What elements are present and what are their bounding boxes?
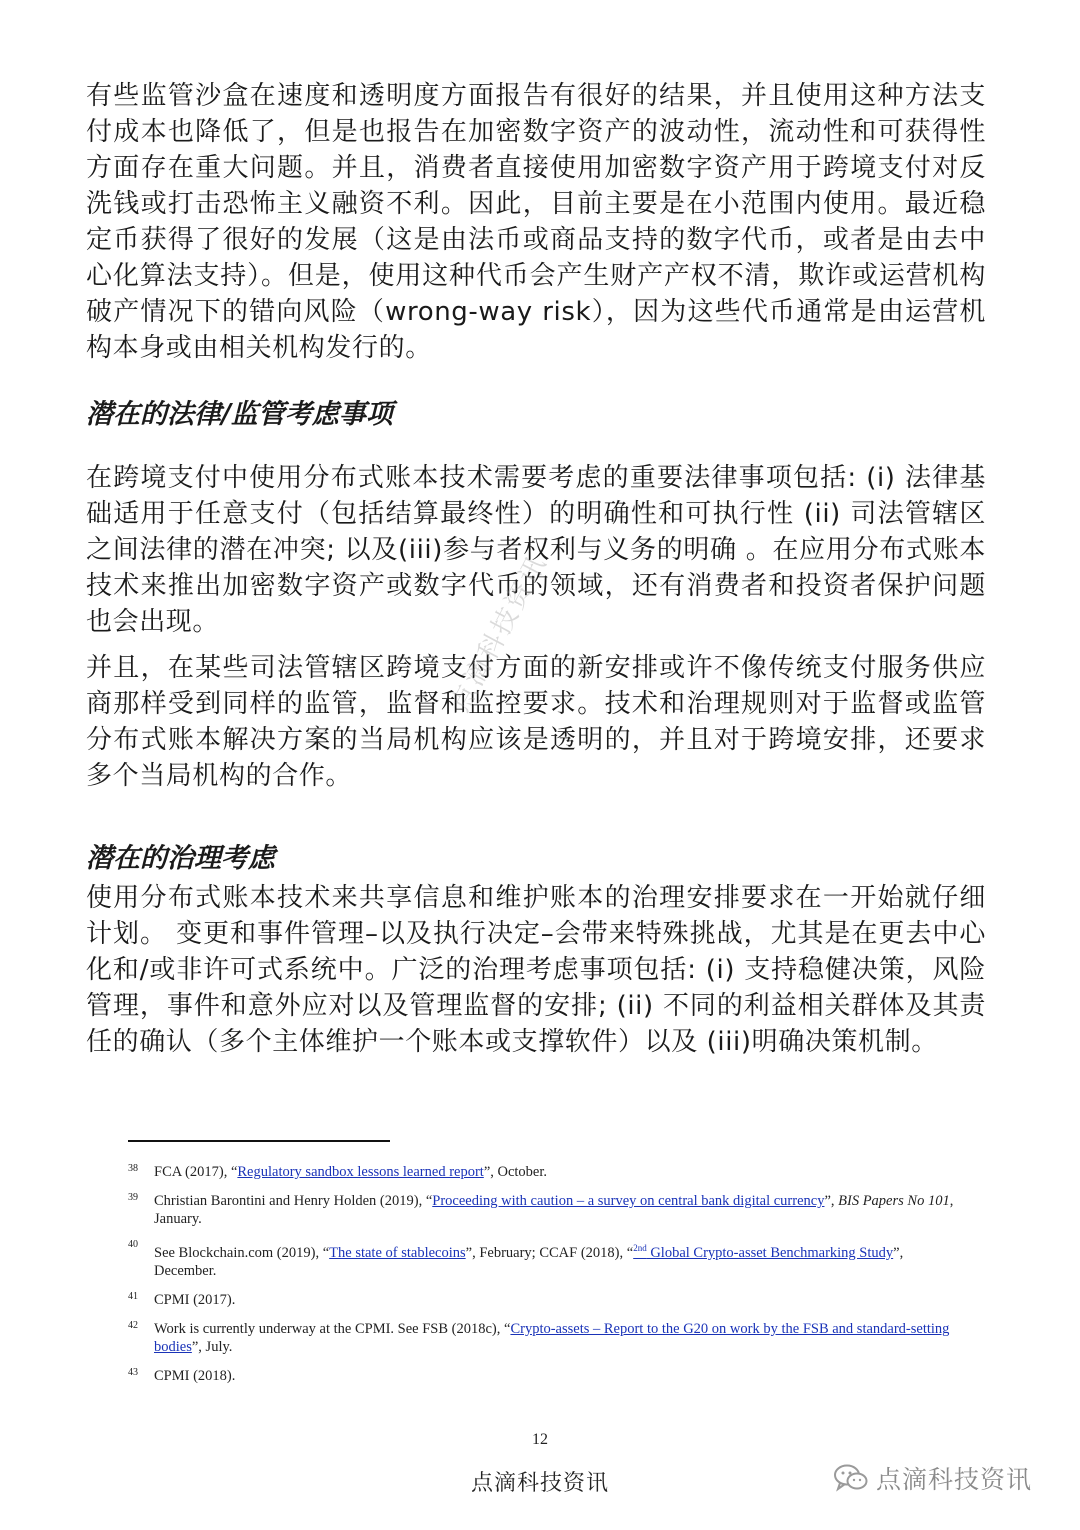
footnote: 43 CPMI (2018). bbox=[128, 1367, 958, 1385]
paragraph-regulatory-arrangements: 并且，在某些司法管辖区跨境支付方面的新安排或许不像传统支付服务供应商那样受到同样的监管，监督和监控要求。技术和治理规则对于监督或监管分布式账本解决方案的当局机构应该是透明的，并且对于跨境安排，还要求多个当局机构的合作。 bbox=[86, 653, 986, 791]
footnote: 39 Christian Barontini and Henry Holden (2019), “Proceeding with caution – a survey on central bank digital currency”, BIS Papers No 101, January. bbox=[128, 1192, 958, 1228]
footnote-link[interactable]: Regulatory sandbox lessons learned report bbox=[237, 1164, 484, 1180]
section-heading-legal: 潜在的法律/监管考虑事项 bbox=[86, 399, 393, 430]
footnote-number: 38 bbox=[128, 1163, 138, 1174]
wechat-watermark bbox=[834, 1460, 1032, 1496]
wechat-icon bbox=[834, 1464, 868, 1492]
paragraph-legal-considerations: 在跨境支付中使用分布式账本技术需要考虑的重要法律事项包括: (i) 法律基础适用于任意支付（包括结算最终性）的明确性和可执行性 (ii) 司法管辖区之间法律的潜在冲突; 以及(iii)参与者权利与义务的明确 。在应用分布式账本技术来推出加密数字资产或数字代币的领域，还有消费者和投资者保护问题也会出现。 bbox=[86, 463, 986, 637]
footnote: 38 FCA (2017), “Regulatory sandbox lessons learned report”, October. bbox=[128, 1163, 958, 1181]
footnote: 42 Work is currently underway at the CPMI. See FSB (2018c), “Crypto-assets – Report to the G20 on work by the FSB and standard-setting bodies”, July. bbox=[128, 1320, 958, 1356]
footnote-divider bbox=[128, 1140, 390, 1142]
footnote-link[interactable]: Crypto-assets – Report to the G20 on work by the FSB and standard-setting bodies bbox=[154, 1320, 950, 1355]
diagonal-watermark: 点滴科技资讯 bbox=[445, 549, 554, 717]
footnote-number: 40 bbox=[128, 1239, 138, 1250]
footnote: 40 See Blockchain.com (2019), “The state of stablecoins”, February; CCAF (2018), “$^{2nd}$ Global Crypto-asset Benchmarking Study”, December. bbox=[128, 1239, 958, 1280]
footnote: 41 CPMI (2017). bbox=[128, 1291, 958, 1309]
footnote-link[interactable]: The state of stablecoins bbox=[329, 1244, 466, 1261]
footnote-number: 43 bbox=[128, 1366, 138, 1378]
section-heading-governance: 潜在的治理考虑 bbox=[86, 843, 275, 874]
paragraph-governance-considerations: 使用分布式账本技术来共享信息和维护账本的治理安排要求在一开始就仔细计划。 变更和事件管理–以及执行决定–会带来特殊挑战，尤其是在更去中心化和/或非许可式系统中。广泛的治理考虑事项包括: (i) 支持稳健决策，风险管理，事件和意外应对以及管理监督的安排; (ii) 不同的利益相关群体及其责任的确认（多个主体维护一个账本或支撑软件）以及 (iii)明确决策机制。 bbox=[86, 883, 986, 1057]
paragraph-sandbox-results: 有些监管沙盒在速度和透明度方面报告有很好的结果，并且使用这种方法支付成本也降低了，但是也报告在加密数字资产的波动性，流动性和可获得性方面存在重大问题。并且，消费者直接使用加密数字资产用于跨境支付对反洗钱或打击恐怖主义融资不利。因此，目前主要是在小范围内使用。最近稳定币获得了很好的发展（这是由法币或商品支持的数字代币，或者是由去中心化算法支持）。但是，使用这种代币会产生财产产权不清，欺诈或运营机构破产情况下的错向风险（wrong-way risk），因为这些代币通常是由运营机构本身或由相关机构发行的。 bbox=[86, 81, 986, 363]
footnote-number: 41 bbox=[128, 1290, 138, 1302]
footnote-number: 42 bbox=[128, 1319, 138, 1331]
footer-source-label: 点滴科技资讯 bbox=[470, 1471, 609, 1496]
footnote-link[interactable]: Proceeding with caution – a survey on central bank digital currency bbox=[432, 1193, 825, 1209]
footnote-link-2[interactable]: $^{2nd}$ Global Crypto-asset Benchmarking Study bbox=[633, 1243, 894, 1261]
footnote-number: 39 bbox=[128, 1192, 138, 1203]
watermark-label: 点滴科技资讯 bbox=[876, 1465, 1033, 1494]
page-number: 12 bbox=[532, 1431, 548, 1448]
footnotes bbox=[128, 1163, 958, 1396]
